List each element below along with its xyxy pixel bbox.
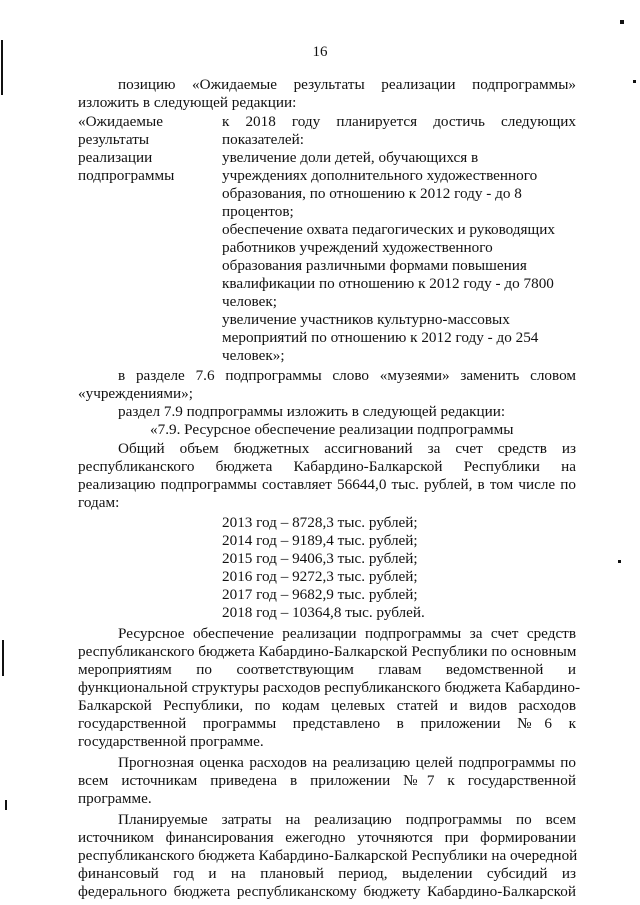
table-text-line: показателей: xyxy=(222,131,305,148)
table-text-line: учреждениях дополнительного художественного xyxy=(222,167,538,184)
resource-line: функциональной структуры расходов республиканского бюджета Кабардино- xyxy=(78,679,581,696)
year-amount: 2013 год – 8728,3 тыс. рублей; xyxy=(222,514,418,531)
table-label-line: результаты xyxy=(78,131,150,148)
planned-line: Планируемые затраты на реализацию подпрограммы по всем xyxy=(118,811,576,828)
table-text-line: к 2018 году планируется достичь следующих xyxy=(222,113,576,130)
table-label-line: «Ожидаемые xyxy=(78,113,163,130)
resource-line: Ресурсное обеспечение реализации подпрограммы за счет средств xyxy=(118,625,576,642)
scan-dot-mark xyxy=(5,800,7,810)
scan-edge-mark xyxy=(1,40,3,95)
paragraph-line: в разделе 7.6 подпрограммы слово «музеями» заменить словом xyxy=(118,367,576,384)
scan-dot-mark xyxy=(618,560,621,563)
scan-dot-mark xyxy=(633,80,636,83)
page-number: 16 xyxy=(312,44,328,60)
table-text-line: обеспечение охвата педагогических и руководящих xyxy=(222,221,555,238)
year-amount: 2014 год – 9189,4 тыс. рублей; xyxy=(222,532,418,549)
table-text-line: квалификации по отношению к 2012 году - до 7800 xyxy=(222,275,554,292)
paragraph-line: «учреждениями»; xyxy=(78,385,193,402)
intro-line: позицию «Ожидаемые результаты реализации подпрограммы» xyxy=(118,76,576,93)
table-text-line: процентов; xyxy=(222,203,294,220)
forecast-line: всем источникам приведена в приложении №7 к государственной xyxy=(78,772,576,789)
resource-line: мероприятиям по соответствующим главам ведомственной и xyxy=(78,661,576,678)
year-amount: 2017 год – 9682,9 тыс. рублей; xyxy=(222,586,418,603)
year-amount: 2018 год – 10364,8 тыс. рублей. xyxy=(222,604,425,621)
table-label-line: подпрограммы xyxy=(78,167,175,184)
planned-line: финансовый год и на плановый период, выделении субсидий из xyxy=(78,865,576,882)
paragraph-line: республиканского бюджета Кабардино-Балкарской Республики на xyxy=(78,458,576,475)
forecast-line: программе. xyxy=(78,790,152,807)
table-text-line: образования, по отношению к 2012 году - до 8 xyxy=(222,185,522,202)
year-amount: 2015 год – 9406,3 тыс. рублей; xyxy=(222,550,418,567)
intro-line: изложить в следующей редакции: xyxy=(78,94,297,111)
table-text-line: образования различными формами повышения xyxy=(222,257,527,274)
table-text-line: увеличение участников культурно-массовых xyxy=(222,311,510,328)
section-heading: «7.9. Ресурсное обеспечение реализации подпрограммы xyxy=(150,421,514,438)
paragraph-line: Общий объем бюджетных ассигнований за счет средств из xyxy=(118,440,576,457)
table-text-line: человек»; xyxy=(222,347,285,364)
scan-dot-mark xyxy=(620,20,624,24)
resource-line: государственной программе. xyxy=(78,733,264,750)
resource-line: республиканского бюджета Кабардино-Балкарской Республики по основным xyxy=(78,643,577,660)
resource-line: государственной программы представлено в приложении №6 к xyxy=(78,715,576,732)
paragraph-line: реализацию подпрограммы составляет 56644,0 тыс. рублей, в том числе по xyxy=(78,476,576,493)
year-amount: 2016 год – 9272,3 тыс. рублей; xyxy=(222,568,418,585)
scan-edge-mark xyxy=(2,640,4,676)
planned-line: источником финансирования ежегодно уточняются при формировании xyxy=(78,829,576,846)
table-text-line: человек; xyxy=(222,293,277,310)
forecast-line: Прогнозная оценка расходов на реализацию целей подпрограммы по xyxy=(118,754,576,771)
paragraph-line: годам: xyxy=(78,494,120,511)
planned-line: федерального бюджета республиканскому бюджету Кабардино-Балкарской xyxy=(78,883,576,900)
table-text-line: увеличение доли детей, обучающихся в xyxy=(222,149,479,166)
resource-line: Балкарской Республики, по кодам целевых статей и видов расходов xyxy=(78,697,576,714)
table-text-line: мероприятий по отношению к 2012 году - до 254 xyxy=(222,329,539,346)
paragraph-line: раздел 7.9 подпрограммы изложить в следующей редакции: xyxy=(118,403,506,420)
table-text-line: работников учреждений художественного xyxy=(222,239,493,256)
planned-line: республиканского бюджета Кабардино-Балкарской Республики на очередной xyxy=(78,847,578,864)
table-label-line: реализации xyxy=(78,149,153,166)
